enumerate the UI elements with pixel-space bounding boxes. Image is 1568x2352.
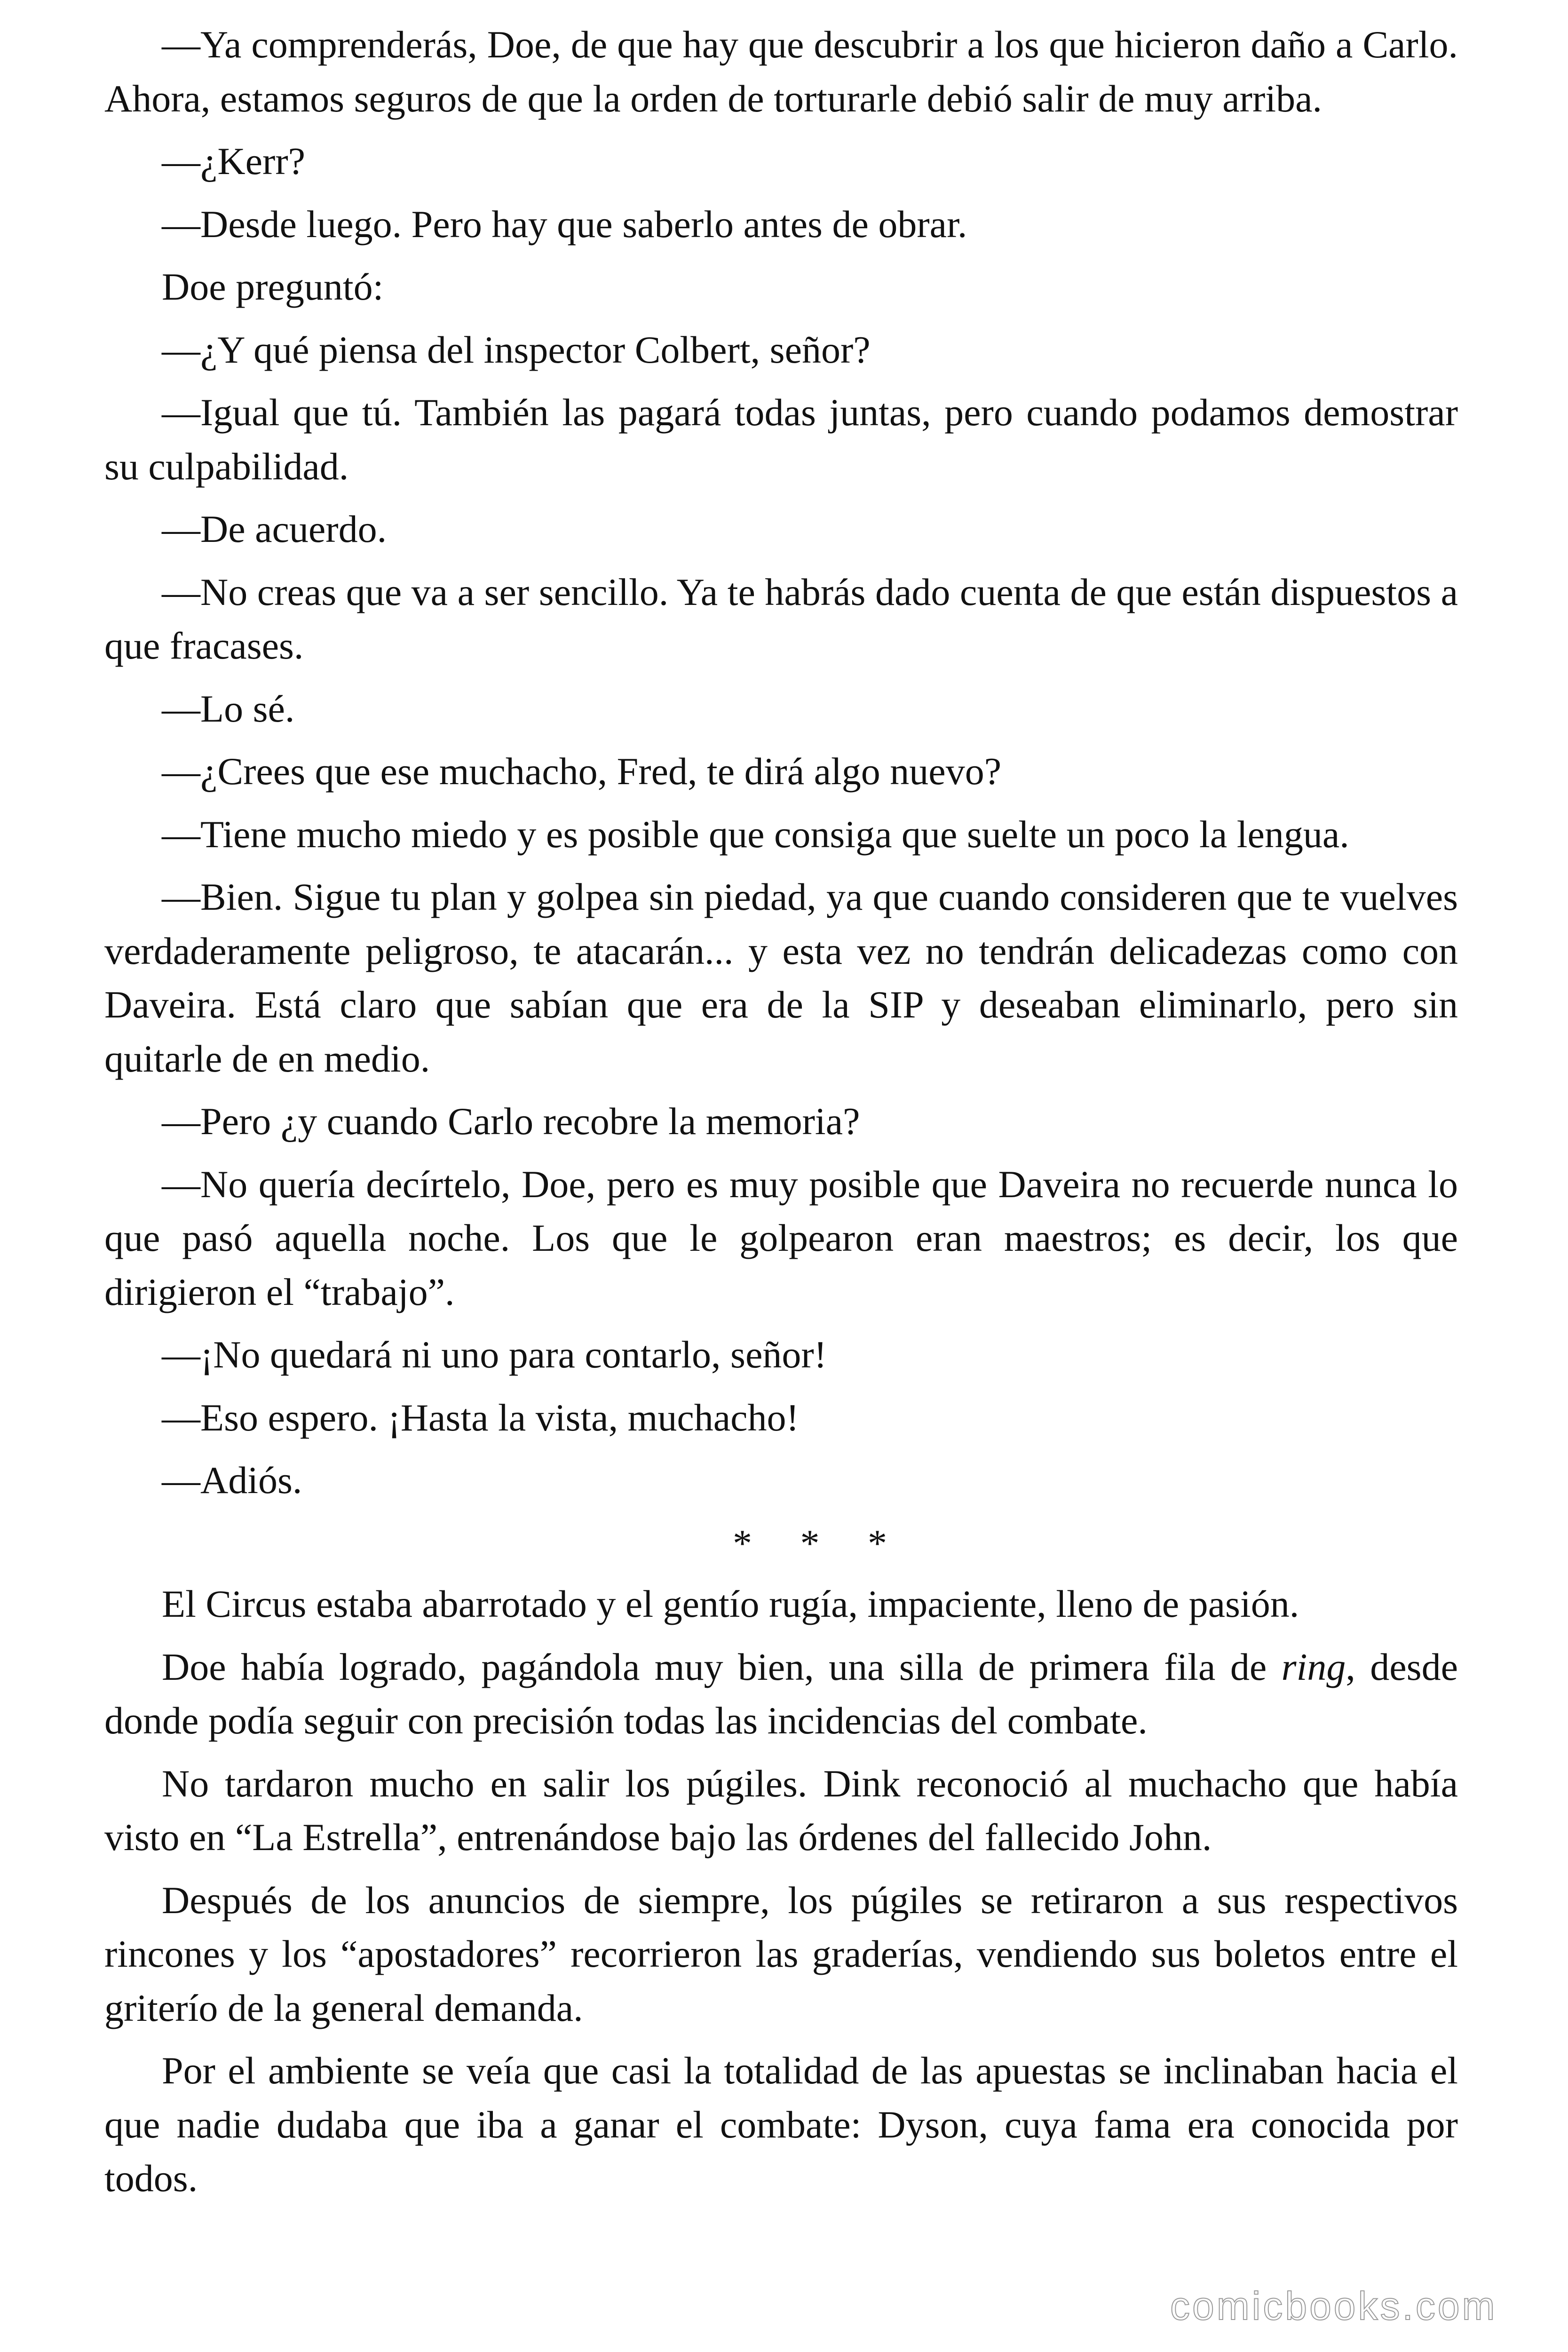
paragraph: —No creas que va a ser sencillo. Ya te habrás dado cuenta de que están dispuestos a que fracases. <box>104 570 1458 667</box>
paragraph: —De acuerdo. <box>162 508 387 550</box>
paragraph-text: Doe había logrado, pagándola muy bien, una silla de primera fila de <box>162 1645 1282 1688</box>
paragraph: Después de los anuncios de siempre, los púgiles se retiraron a sus respectivos rincones y los “apostadores” recorrieron las graderías, vendiendo sus boletos entre el griterío de la general demanda. <box>104 1878 1458 2029</box>
paragraph: —Adiós. <box>162 1459 302 1502</box>
scene-break: * * * <box>733 1521 887 1565</box>
paragraph: —Ya comprenderás, Doe, de que hay que descubrir a los que hicieron daño a Carlo. Ahora, estamos seguros de que la orden de torturarle debió salir de muy arriba. <box>104 23 1458 120</box>
paragraph: No tardaron mucho en salir los púgiles. Dink reconoció al muchacho que había visto en “La Estrella”, entrenándose bajo las órdenes del fallecido John. <box>104 1762 1458 1859</box>
paragraph: —¿Y qué piensa del inspector Colbert, señor? <box>162 328 871 371</box>
paragraph: —Eso espero. ¡Hasta la vista, muchacho! <box>162 1396 799 1439</box>
watermark: comicbooks.com <box>1170 2284 1497 2328</box>
paragraph: Por el ambiente se veía que casi la totalidad de las apuestas se inclinaban hacia el que nadie dudaba que iba a ganar el combate: Dyson, cuya fama era conocida por todos. <box>104 2049 1458 2200</box>
paragraph: —Tiene mucho miedo y es posible que consiga que suelte un poco la lengua. <box>162 812 1349 856</box>
paragraph: —Pero ¿y cuando Carlo recobre la memoria? <box>162 1100 860 1143</box>
paragraph: —¡No quedará ni uno para contarlo, señor! <box>162 1333 827 1376</box>
book-page <box>104 18 1458 2215</box>
paragraph: —Bien. Sigue tu plan y golpea sin piedad, ya que cuando consideren que te vuelves verdaderamente peligroso, te atacarán... y esta vez no tendrán delicadezas como con Daveira. Está claro que sabían que era de la SIP y deseaban eliminarlo, pero sin quitarle de en medio. <box>104 875 1458 1080</box>
italic-word: ring <box>1281 1645 1346 1688</box>
paragraph: Doe preguntó: <box>162 265 384 308</box>
paragraph: —Lo sé. <box>162 687 295 730</box>
paragraph: —Desde luego. Pero hay que saberlo antes de obrar. <box>162 202 967 246</box>
paragraph <box>104 1640 1458 1748</box>
paragraph: —¿Crees que ese muchacho, Fred, te dirá algo nuevo? <box>162 750 1002 793</box>
paragraph: —¿Kerr? <box>162 140 306 183</box>
paragraph: El Circus estaba abarrotado y el gentío rugía, impaciente, lleno de pasión. <box>162 1582 1299 1625</box>
paragraph: —No quería decírtelo, Doe, pero es muy posible que Daveira no recuerde nunca lo que pasó aquella noche. Los que le golpearon eran maestros; es decir, los que dirigieron el “trabajo”. <box>104 1162 1458 1313</box>
paragraph-text: , desde donde podía seguir con precisión todas las incidencias del combate. <box>104 1645 1458 1742</box>
paragraph: —Igual que tú. También las pagará todas juntas, pero cuando podamos demostrar su culpabilidad. <box>104 391 1458 488</box>
